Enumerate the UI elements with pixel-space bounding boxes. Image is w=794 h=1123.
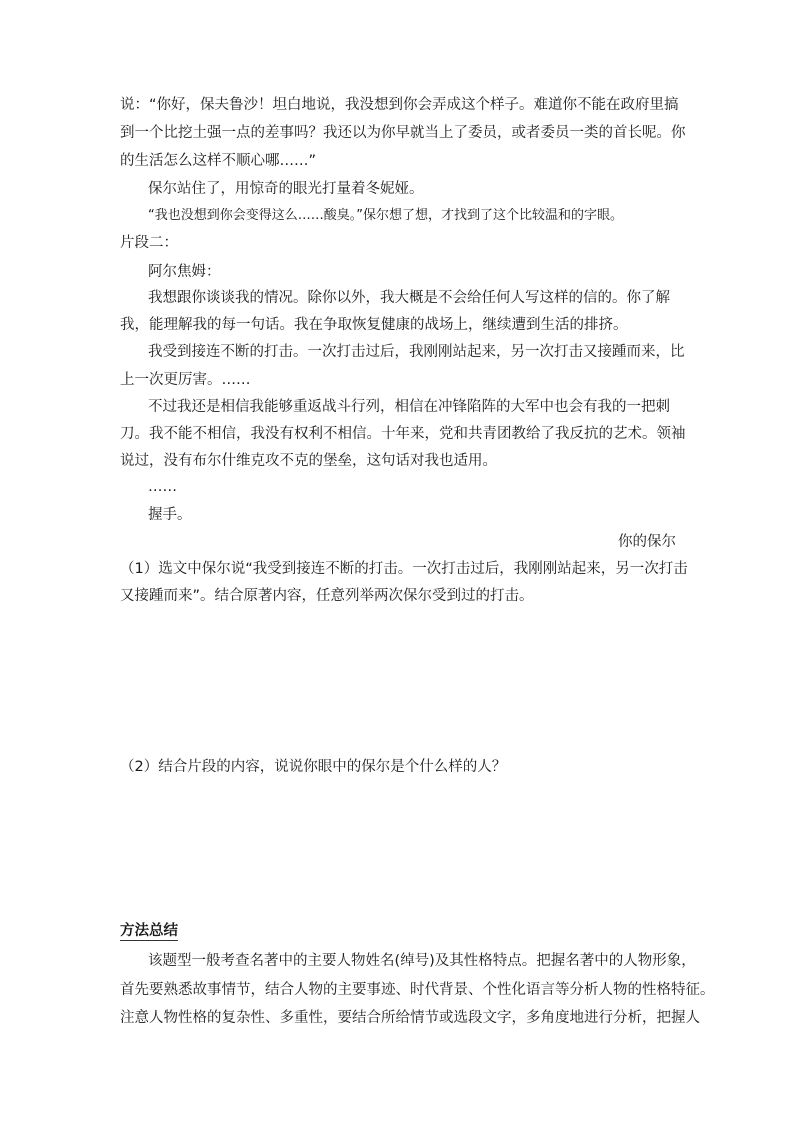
method-heading: 方法总结 (120, 923, 178, 939)
passage-line: 的生活怎么这样不顺心哪……” (120, 153, 317, 169)
letter-line: 上一次更厉害。…… (120, 372, 251, 388)
letter-line: 我受到接连不断的打击。一次打击过后，我刚刚站起来，另一次打击又接踵而来，比 (148, 344, 685, 360)
letter-line: 我，能理解我的每一句话。我在争取恢复健康的战场上，继续遭到生活的排挤。 (120, 317, 628, 333)
heading-underline (120, 940, 178, 941)
question-1-line: （1）选文中保尔说“我受到接连不断的打击。一次打击过后，我刚刚站起来，另一次打击 (120, 561, 688, 577)
letter-signature: 你的保尔 (618, 534, 676, 550)
question-2: （2）结合片段的内容，说说你眼中的保尔是个什么样的人？ (120, 759, 507, 775)
passage-line: 说：“你好，保夫鲁沙！坦白地说，我没想到你会弄成这个样子。难道你不能在政府里搞 (120, 97, 679, 113)
method-line: 该题型一般考查名著中的主要人物姓名(绰号)及其性格特点。把握名著中的人物形象， (148, 953, 696, 969)
method-line: 首先要熟悉故事情节，结合人物的主要事迹、时代背景、个性化语言等分析人物的性格特征。 (120, 982, 715, 998)
method-line: 注意人物性格的复杂性、多重性，要结合所给情节或选段文字，多角度地进行分析，把握人 (120, 1010, 700, 1026)
passage-line: 到一个比挖土强一点的差事吗？我还以为你早就当上了委员，或者委员一类的首长呢。你 (120, 125, 686, 141)
segment-label: 片段二： (120, 235, 178, 251)
letter-line: 刀。我不能不相信，我没有权利不相信。十年来，党和共青团教给了我反抗的艺术。领袖 (120, 426, 686, 442)
question-1-line: 又接踵而来”。结合原著内容，任意列举两次保尔受到过的打击。 (120, 588, 534, 604)
passage-line: 保尔站住了，用惊奇的眼光打量着冬妮娅。 (148, 181, 424, 197)
letter-salutation: 阿尔焦姆： (148, 264, 221, 280)
passage-line: “我也没想到你会变得这么……酸臭。”保尔想了想，才找到了这个比较温和的字眼。 (148, 208, 623, 223)
letter-line: 我想跟你谈谈我的情况。除你以外，我大概是不会给任何人写这样的信的。你了解 (148, 290, 670, 306)
letter-ellipsis: …… (148, 479, 177, 495)
letter-line: 说过，没有布尔什维克攻不克的堡垒，这句话对我也适用。 (120, 453, 497, 469)
letter-line: 不过我还是相信我能够重返战斗行列，相信在冲锋陷阵的大军中也会有我的一把刺 (148, 399, 670, 415)
letter-closing: 握手。 (148, 507, 192, 523)
